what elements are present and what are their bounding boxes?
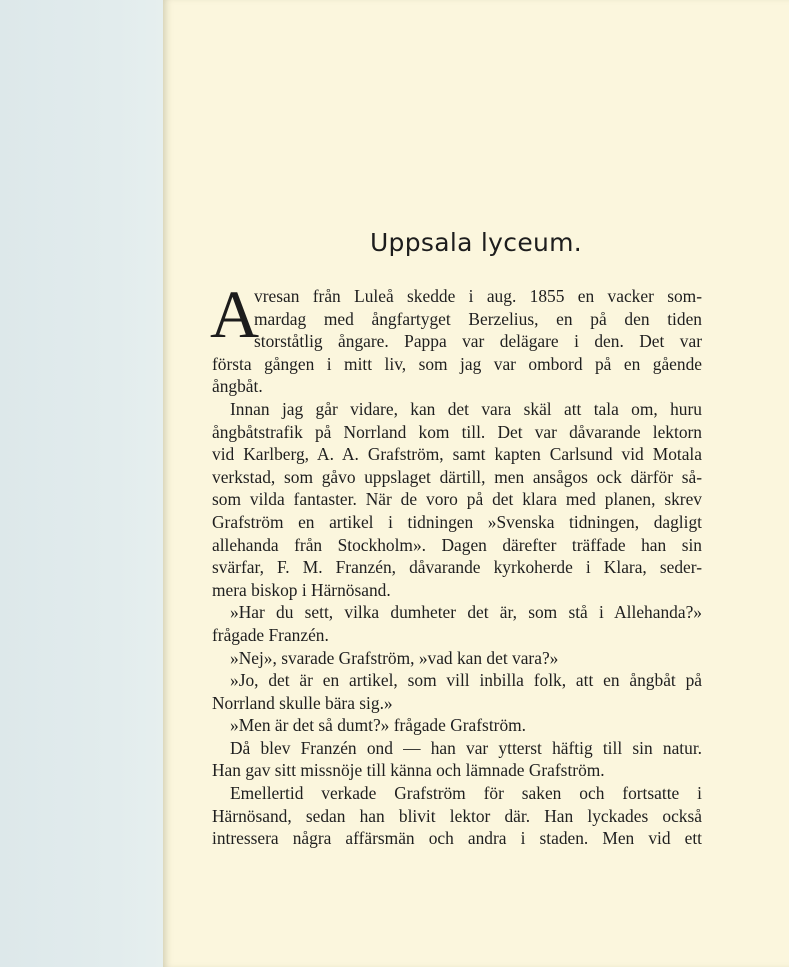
text-line: Norrland skulle bära sig.» [212,692,393,713]
text-line: »Jo, det är en artikel, som vill inbilla folk, att en ångbåt på [230,670,702,691]
text-line: »Nej», svarade Grafström, »vad kan det vara?» [230,647,559,668]
text-line: storståtlig ångare. Pappa var delägare i den. Det var [254,331,702,352]
body-text [210,276,702,850]
background-strip [0,0,163,967]
text-line: Då blev Franzén ond — han var ytterst häftig till sin natur. [230,737,702,758]
text-line: Härnösand, sedan han blivit lektor där. Han lyckades också [212,805,702,826]
text-line: vresan från Luleå skedde i aug. 1855 en vacker som- [254,286,702,306]
text-line: allehanda från Stockholm». Dagen därefter träffade han sin [212,534,702,555]
text-line: Han gav sitt missnöje till känna och lämnade Grafström. [212,760,605,781]
text-line: verkstad, som gåvo uppslaget därtill, men ansågos ock därför så- [212,466,702,487]
text-line: som vilda fantaster. När de voro på det klara med planen, skrev [212,489,702,510]
text-line: första gången i mitt liv, som jag var ombord på en gående [212,353,702,374]
text-line: frågade Franzén. [212,624,329,645]
text-line: mardag med ångfartyget Berzelius, en på den tiden [254,308,702,329]
text-line: mera biskop i Härnösand. [212,579,391,600]
text-line: intressera några affärsmän och andra i staden. Men vid ett [212,828,702,849]
drop-cap: A [210,276,260,352]
text-line: ångbåtstrafik på Norrland kom till. Det var dåvarande lektorn [212,421,702,442]
text-line: »Har du sett, vilka dumheter det är, som stå i Allehanda?» [230,602,702,623]
text-line: Emellertid verkade Grafström för saken och fortsatte i [230,783,702,804]
text-line: Innan jag går vidare, kan det vara skäl att tala om, huru [230,398,702,419]
text-line: Grafström en artikel i tidningen »Svenska tidningen, dagligt [212,511,702,532]
text-line: vid Karlberg, A. A. Grafström, samt kapten Carlsund vid Motala [212,444,702,465]
chapter-title: Uppsala lyceum. [369,228,583,257]
text-line: ångbåt. [212,376,263,397]
text-line: svärfar, F. M. Franzén, dåvarande kyrkoherde i Klara, seder- [212,557,702,578]
text-line: »Men är det så dumt?» frågade Grafström. [230,715,527,736]
